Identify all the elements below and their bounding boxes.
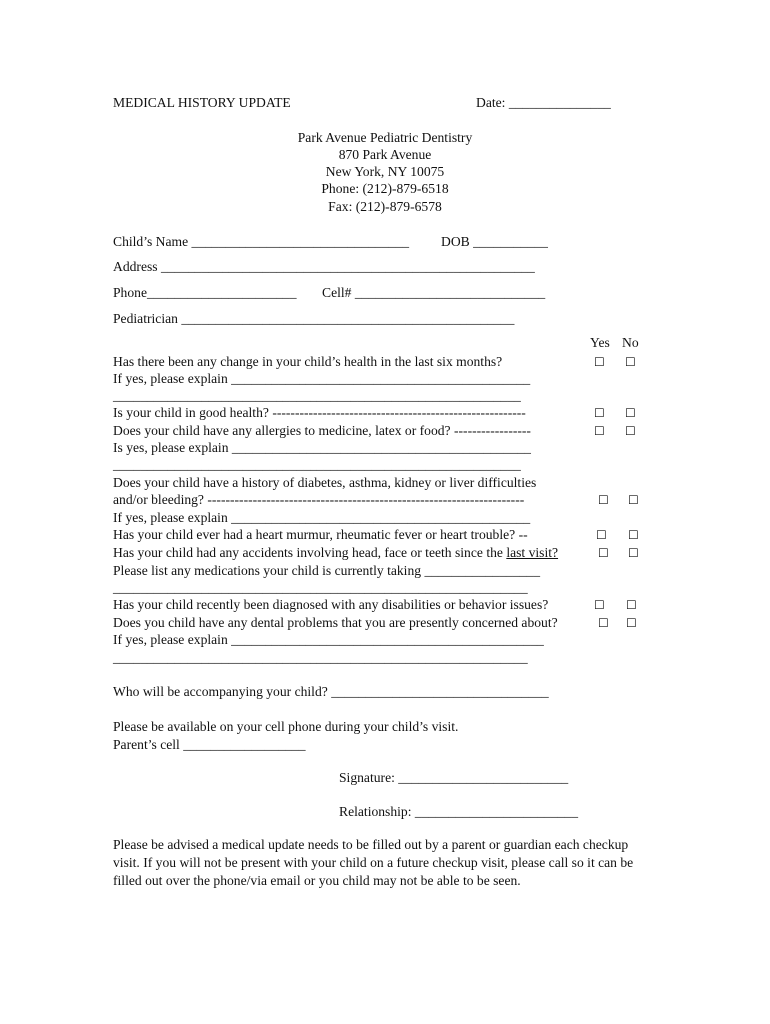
q6-no-checkbox[interactable]: ☐	[628, 546, 639, 560]
address-field[interactable]: Address _______________________________________________________	[113, 259, 535, 274]
question-disabilities: Has your child recently been diagnosed with any disabilities or behavior issues?	[113, 597, 549, 612]
question-history-a: Does your child have a history of diabetes, asthma, kidney or liver difficulties	[113, 475, 537, 490]
cell-availability-note: Please be available on your cell phone during your child’s visit.	[113, 719, 459, 734]
q4-no-checkbox[interactable]: ☐	[628, 493, 639, 507]
question-accidents-text: Has your child had any accidents involving head, face or teeth since the	[113, 545, 507, 560]
child-name-field[interactable]: Child’s Name ________________________________	[113, 234, 410, 249]
question-heart: Has your child ever had a heart murmur, rheumatic fever or heart trouble? --	[113, 527, 528, 542]
question-history-b: and/or bleeding? ----------------------------------------------------------------------	[113, 492, 525, 507]
dob-field[interactable]: DOB ___________	[441, 234, 548, 249]
q8-no-checkbox[interactable]: ☐	[626, 598, 637, 612]
phone-field[interactable]: Phone______________________	[113, 285, 297, 300]
medications-field[interactable]: Please list any medications your child is currently taking _________________	[113, 563, 541, 578]
q3-no-checkbox[interactable]: ☐	[625, 424, 636, 438]
signature-field[interactable]: Signature: _________________________	[339, 770, 569, 785]
accompanying-field[interactable]: Who will be accompanying your child? ________________________________	[113, 684, 549, 699]
q9-yes-checkbox[interactable]: ☐	[598, 616, 609, 630]
question-health-change: Has there been any change in your child’s health in the last six months?	[113, 354, 503, 369]
q2-yes-checkbox[interactable]: ☐	[594, 406, 605, 420]
date-field[interactable]: Date: _______________	[476, 95, 611, 110]
q9-explain-line[interactable]: _____________________________________________________________	[113, 650, 528, 665]
practice-city: New York, NY 10075	[325, 164, 445, 179]
q4-explain-field[interactable]: If yes, please explain ____________________________________________	[113, 510, 531, 525]
q1-explain-line[interactable]: ____________________________________________________________	[113, 388, 521, 403]
practice-phone: Phone: (212)-879-6518	[321, 181, 449, 196]
q2-no-checkbox[interactable]: ☐	[625, 406, 636, 420]
q8-yes-checkbox[interactable]: ☐	[594, 598, 605, 612]
advisory-notice: Please be advised a medical update needs to be filled out by a parent or guardian each checkup visit. If you will not be present with your child on a future checkup visit, please call so it can be filled out over the phone/via email or you child may not be able to be seen.	[113, 837, 634, 888]
q9-no-checkbox[interactable]: ☐	[626, 616, 637, 630]
question-accidents	[113, 545, 558, 561]
question-dental-problems: Does you child have any dental problems that you are presently concerned about?	[113, 615, 558, 630]
q3-explain-line[interactable]: ____________________________________________________________	[113, 457, 521, 472]
last-visit-link[interactable]: last visit?	[506, 545, 559, 560]
no-column-header: No	[622, 335, 639, 350]
q9-explain-field[interactable]: If yes, please explain ______________________________________________	[113, 632, 544, 647]
yes-column-header: Yes	[590, 335, 610, 350]
q1-explain-field[interactable]: If yes, please explain ____________________________________________	[113, 371, 531, 386]
q1-yes-checkbox[interactable]: ☐	[594, 355, 605, 369]
cell-field[interactable]: Cell# ____________________________	[322, 285, 546, 300]
relationship-field[interactable]: Relationship: ________________________	[339, 804, 579, 819]
parent-cell-field[interactable]: Parent’s cell __________________	[113, 737, 306, 752]
q3-explain-field[interactable]: Is yes, please explain ____________________________________________	[113, 440, 531, 455]
medications-line[interactable]: _____________________________________________________________	[113, 580, 528, 595]
question-allergies: Does your child have any allergies to medicine, latex or food? -----------------	[113, 423, 531, 438]
form-title: MEDICAL HISTORY UPDATE	[113, 95, 291, 110]
question-good-health: Is your child in good health? --------------------------------------------------------	[113, 405, 526, 420]
q1-no-checkbox[interactable]: ☐	[625, 355, 636, 369]
practice-street: 870 Park Avenue	[338, 147, 432, 162]
practice-name: Park Avenue Pediatric Dentistry	[297, 130, 473, 145]
practice-fax: Fax: (212)-879-6578	[328, 199, 442, 214]
q4-yes-checkbox[interactable]: ☐	[598, 493, 609, 507]
q5-yes-checkbox[interactable]: ☐	[596, 528, 607, 542]
pediatrician-field[interactable]: Pediatrician _________________________________________________	[113, 311, 515, 326]
q6-yes-checkbox[interactable]: ☐	[598, 546, 609, 560]
q3-yes-checkbox[interactable]: ☐	[594, 424, 605, 438]
q5-no-checkbox[interactable]: ☐	[628, 528, 639, 542]
